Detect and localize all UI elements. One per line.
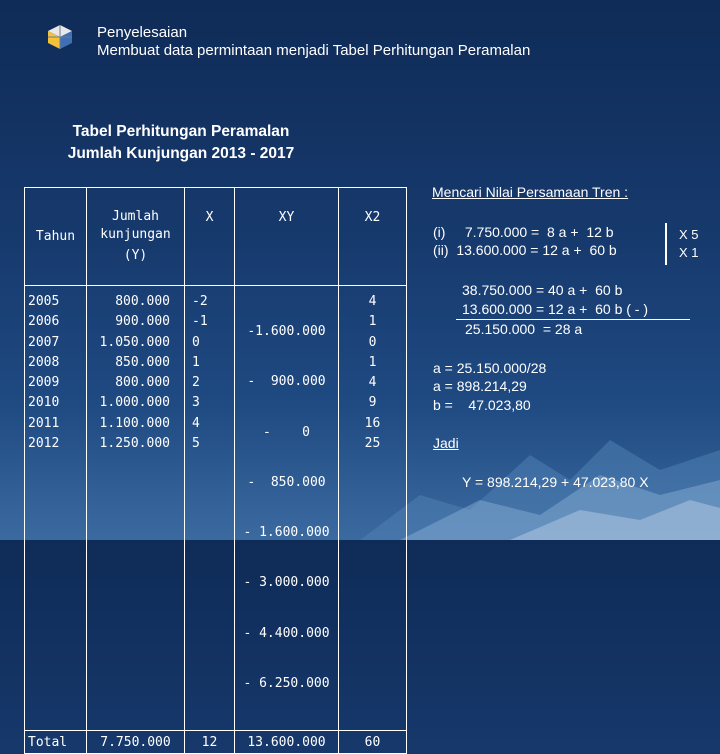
table-cell: 1.050.000: [99, 334, 170, 350]
table-cell: 2006: [28, 314, 60, 330]
cube-logo-icon: [47, 24, 73, 50]
table-cell: 0: [368, 334, 377, 350]
table-cell: 1.000.000: [99, 395, 170, 411]
table-cell: 1: [192, 354, 200, 370]
table-cell: - 6.250.000: [243, 676, 330, 692]
table-cell: - 900.000: [247, 374, 326, 390]
table-cell: 2011: [28, 415, 60, 431]
header-jumlah: Jumlah kunjungan (Y): [87, 188, 185, 286]
table-total-row: [25, 731, 407, 754]
total-label: Total: [25, 731, 87, 754]
table-cell: - 850.000: [247, 474, 326, 490]
col-x2: [339, 286, 407, 731]
header-line-1: Penyelesaian: [97, 24, 188, 41]
table-cell: 2007: [28, 334, 60, 350]
final-equation: Y = 898.214,29 + 47.023,80 X: [462, 474, 649, 490]
total-x: 12: [185, 731, 235, 754]
multiplier-2: X 1: [679, 245, 699, 260]
table-cell: 2008: [28, 354, 60, 370]
a-value: a = 898.214,29: [433, 378, 527, 394]
trend-equation-title: Mencari Nilai Persamaan Tren :: [432, 184, 629, 200]
col-x: [185, 286, 235, 731]
table-cell: 1.250.000: [99, 436, 170, 452]
table-cell: -1: [192, 314, 208, 330]
equation-2: (ii) 13.600.000 = 12 a + 60 b: [433, 242, 617, 258]
table-body-row: [25, 286, 407, 731]
table-cell: 2010: [28, 395, 60, 411]
total-y: 7.750.000: [87, 731, 185, 754]
col-y: [87, 286, 185, 731]
table-title: Tabel Perhitungan Peramalan: [72, 123, 290, 140]
header-x: X: [185, 188, 235, 286]
equation-1: (i) 7.750.000 = 8 a + 12 b: [433, 224, 614, 240]
table-cell: -2: [192, 294, 208, 309]
multiplier-divider: [665, 223, 667, 265]
col-tahun: [25, 286, 87, 731]
table-cell: 2: [192, 375, 200, 391]
table-cell: 0: [192, 334, 200, 350]
header-x2: X2: [339, 188, 407, 286]
table-cell: 4: [368, 294, 377, 309]
multiplier-1: X 5: [679, 227, 699, 242]
table-cell: 25: [364, 436, 381, 452]
table-cell: 2009: [28, 375, 60, 391]
table-cell: 900.000: [115, 314, 170, 330]
conclusion-label: Jadi: [433, 435, 459, 451]
table-cell: 1.100.000: [99, 415, 170, 431]
table-cell: - 0: [263, 424, 310, 440]
table-cell: 4: [192, 415, 200, 431]
b-value: b = 47.023,80: [433, 397, 531, 413]
forecast-table: [24, 187, 407, 754]
mountain-backdrop: [360, 400, 720, 540]
table-cell: 16: [364, 415, 381, 431]
table-cell: 4: [368, 375, 377, 391]
table-cell: 5: [192, 436, 200, 452]
table-cell: 2012: [28, 436, 60, 452]
table-cell: 850.000: [115, 354, 170, 370]
table-cell: 800.000: [115, 375, 170, 391]
table-cell: 9: [368, 395, 377, 411]
total-xy: 13.600.000: [235, 731, 339, 754]
header-tahun: Tahun: [25, 188, 87, 286]
table-cell: 3: [192, 395, 200, 411]
elimination-line-2: 13.600.000 = 12 a + 60 b ( - ): [462, 301, 649, 317]
table-cell: 1: [368, 314, 377, 330]
header-xy: XY: [235, 188, 339, 286]
elimination-line-1: 38.750.000 = 40 a + 60 b: [462, 282, 623, 298]
table-cell: 800.000: [115, 294, 170, 309]
table-cell: - 4.400.000: [243, 625, 330, 641]
elimination-result: 25.150.000 = 28 a: [465, 321, 583, 337]
table-cell: - 3.000.000: [243, 575, 330, 591]
table-cell: - 1.600.000: [243, 525, 330, 541]
total-x2: 60: [339, 731, 407, 754]
table-cell: 2005: [28, 294, 60, 309]
table-header-row: [25, 188, 407, 286]
table-cell: 1: [368, 354, 377, 370]
header-line-2: Membuat data permintaan menjadi Tabel Perhitungan Peramalan: [97, 42, 531, 59]
col-xy: [235, 286, 339, 731]
table-cell: -1.600.000: [247, 324, 326, 339]
table-subtitle: Jumlah Kunjungan 2013 - 2017: [67, 145, 295, 162]
a-calculation: a = 25.150.000/28: [433, 360, 547, 376]
